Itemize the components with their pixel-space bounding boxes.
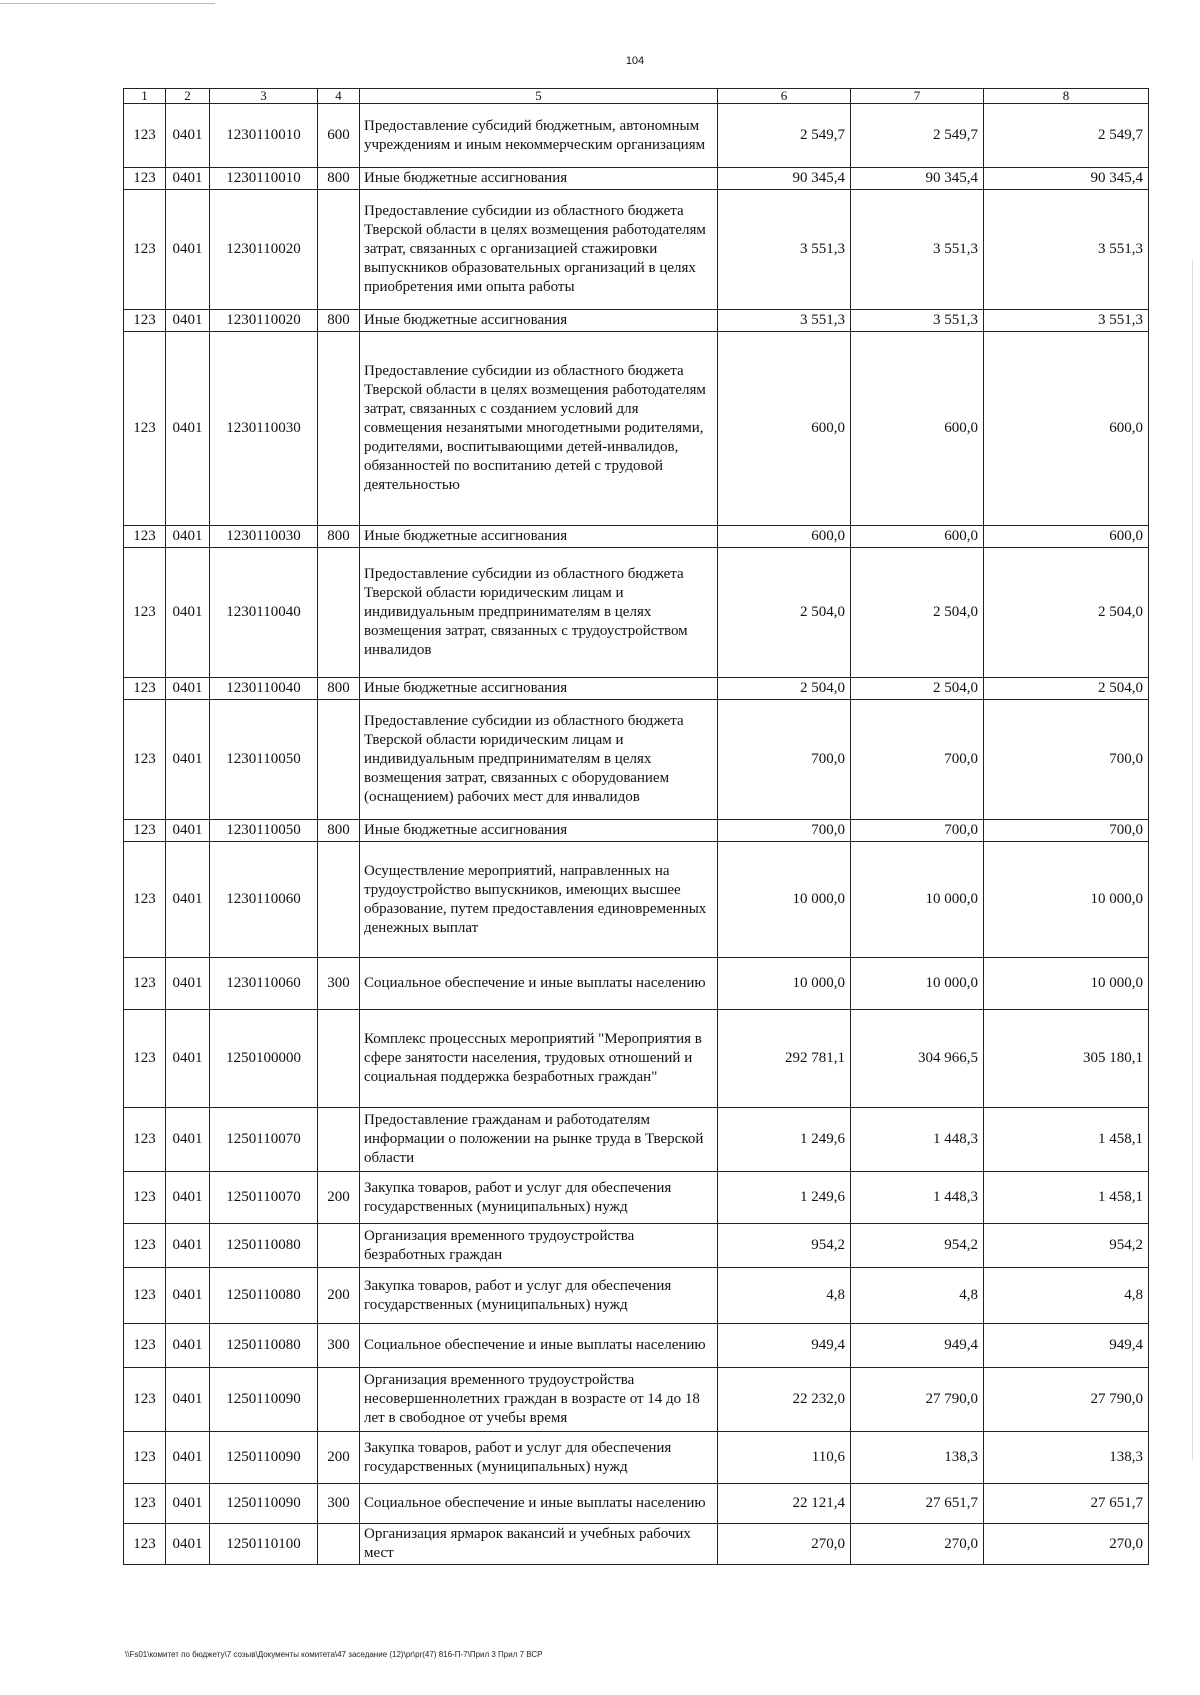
description-cell: Предоставление субсидии из областного бюджета Тверской области в целях возмещения работодателям затрат, связанных с созданием условий для совмещения незанятыми многодетными родителями, родителями, воспитывающими детей-инвалидов, обязанностей по воспитанию детей с трудовой деятельностью <box>360 332 718 526</box>
expense-type-cell <box>318 1010 360 1108</box>
amount-year-1-cell: 1 249,6 <box>718 1172 851 1224</box>
header-row <box>124 89 1149 104</box>
header-col-4: 4 <box>318 89 360 104</box>
kvsr-code-cell: 123 <box>124 1010 166 1108</box>
kvsr-code-cell: 123 <box>124 1108 166 1172</box>
table-row <box>124 1324 1149 1368</box>
description-cell: Закупка товаров, работ и услуг для обеспечения государственных (муниципальных) нужд <box>360 1432 718 1484</box>
description-cell: Организация временного трудоустройства безработных граждан <box>360 1224 718 1268</box>
expense-type-cell <box>318 548 360 678</box>
amount-year-3-cell: 2 504,0 <box>984 678 1149 700</box>
section-code-cell: 0401 <box>166 104 210 168</box>
amount-year-2-cell: 138,3 <box>851 1432 984 1484</box>
table-row <box>124 168 1149 190</box>
expense-type-cell: 300 <box>318 1484 360 1524</box>
kvsr-code-cell: 123 <box>124 1224 166 1268</box>
expense-type-cell <box>318 1224 360 1268</box>
budget-table <box>123 88 1149 1565</box>
amount-year-2-cell: 1 448,3 <box>851 1172 984 1224</box>
description-cell: Иные бюджетные ассигнования <box>360 678 718 700</box>
amount-year-1-cell: 954,2 <box>718 1224 851 1268</box>
description-cell: Социальное обеспечение и иные выплаты населению <box>360 958 718 1010</box>
section-code-cell: 0401 <box>166 700 210 820</box>
table-row <box>124 526 1149 548</box>
expense-type-cell <box>318 700 360 820</box>
amount-year-2-cell: 3 551,3 <box>851 190 984 310</box>
amount-year-1-cell: 270,0 <box>718 1524 851 1565</box>
target-article-cell: 1250110090 <box>210 1368 318 1432</box>
amount-year-1-cell: 600,0 <box>718 332 851 526</box>
expense-type-cell: 200 <box>318 1268 360 1324</box>
amount-year-3-cell: 949,4 <box>984 1324 1149 1368</box>
section-code-cell: 0401 <box>166 1224 210 1268</box>
description-cell: Иные бюджетные ассигнования <box>360 310 718 332</box>
table-row <box>124 820 1149 842</box>
table-row <box>124 1172 1149 1224</box>
header-col-3: 3 <box>210 89 318 104</box>
expense-type-cell <box>318 1524 360 1565</box>
table-body <box>124 104 1149 1565</box>
table-row <box>124 1368 1149 1432</box>
table-row <box>124 310 1149 332</box>
expense-type-cell: 600 <box>318 104 360 168</box>
table-row <box>124 842 1149 958</box>
table-row <box>124 1268 1149 1324</box>
section-code-cell: 0401 <box>166 1524 210 1565</box>
description-cell: Социальное обеспечение и иные выплаты населению <box>360 1484 718 1524</box>
description-cell: Закупка товаров, работ и услуг для обеспечения государственных (муниципальных) нужд <box>360 1268 718 1324</box>
amount-year-1-cell: 110,6 <box>718 1432 851 1484</box>
header-col-5: 5 <box>360 89 718 104</box>
table-row <box>124 678 1149 700</box>
description-cell: Комплекс процессных мероприятий "Мероприятия в сфере занятости населения, трудовых отношений и социальная поддержка безработных граждан" <box>360 1010 718 1108</box>
table-row <box>124 104 1149 168</box>
section-code-cell: 0401 <box>166 958 210 1010</box>
amount-year-2-cell: 10 000,0 <box>851 958 984 1010</box>
expense-type-cell: 300 <box>318 1324 360 1368</box>
target-article-cell: 1250110080 <box>210 1268 318 1324</box>
amount-year-3-cell: 600,0 <box>984 332 1149 526</box>
amount-year-3-cell: 138,3 <box>984 1432 1149 1484</box>
amount-year-2-cell: 4,8 <box>851 1268 984 1324</box>
description-cell: Предоставление гражданам и работодателям информации о положении на рынке труда в Тверской области <box>360 1108 718 1172</box>
table-row <box>124 1224 1149 1268</box>
description-cell: Предоставление субсидии из областного бюджета Тверской области юридическим лицам и индивидуальным предпринимателям в целях возмещения затрат, связанных с трудоустройством инвалидов <box>360 548 718 678</box>
header-col-1: 1 <box>124 89 166 104</box>
target-article-cell: 1250110080 <box>210 1324 318 1368</box>
expense-type-cell: 200 <box>318 1172 360 1224</box>
section-code-cell: 0401 <box>166 1368 210 1432</box>
section-code-cell: 0401 <box>166 548 210 678</box>
scan-edge-right <box>1192 260 1193 1460</box>
amount-year-3-cell: 2 549,7 <box>984 104 1149 168</box>
expense-type-cell <box>318 842 360 958</box>
expense-type-cell: 800 <box>318 168 360 190</box>
header-col-8: 8 <box>984 89 1149 104</box>
kvsr-code-cell: 123 <box>124 332 166 526</box>
kvsr-code-cell: 123 <box>124 548 166 678</box>
amount-year-2-cell: 304 966,5 <box>851 1010 984 1108</box>
target-article-cell: 1230110060 <box>210 958 318 1010</box>
table-row <box>124 1484 1149 1524</box>
expense-type-cell: 800 <box>318 310 360 332</box>
amount-year-3-cell: 1 458,1 <box>984 1108 1149 1172</box>
kvsr-code-cell: 123 <box>124 700 166 820</box>
header-col-6: 6 <box>718 89 851 104</box>
amount-year-2-cell: 1 448,3 <box>851 1108 984 1172</box>
amount-year-3-cell: 3 551,3 <box>984 310 1149 332</box>
scan-edge-top <box>0 3 215 4</box>
amount-year-2-cell: 270,0 <box>851 1524 984 1565</box>
target-article-cell: 1250110070 <box>210 1108 318 1172</box>
section-code-cell: 0401 <box>166 842 210 958</box>
kvsr-code-cell: 123 <box>124 168 166 190</box>
amount-year-1-cell: 1 249,6 <box>718 1108 851 1172</box>
amount-year-2-cell: 10 000,0 <box>851 842 984 958</box>
amount-year-2-cell: 2 504,0 <box>851 678 984 700</box>
description-cell: Осуществление мероприятий, направленных на трудоустройство выпускников, имеющих высшее образование, путем предоставления единовременных денежных выплат <box>360 842 718 958</box>
target-article-cell: 1230110050 <box>210 820 318 842</box>
amount-year-2-cell: 27 651,7 <box>851 1484 984 1524</box>
table-row <box>124 700 1149 820</box>
amount-year-1-cell: 2 504,0 <box>718 678 851 700</box>
table-row <box>124 1010 1149 1108</box>
amount-year-1-cell: 90 345,4 <box>718 168 851 190</box>
kvsr-code-cell: 123 <box>124 958 166 1010</box>
description-cell: Иные бюджетные ассигнования <box>360 526 718 548</box>
header-col-7: 7 <box>851 89 984 104</box>
amount-year-3-cell: 270,0 <box>984 1524 1149 1565</box>
amount-year-2-cell: 700,0 <box>851 700 984 820</box>
target-article-cell: 1230110060 <box>210 842 318 958</box>
kvsr-code-cell: 123 <box>124 1484 166 1524</box>
amount-year-3-cell: 3 551,3 <box>984 190 1149 310</box>
section-code-cell: 0401 <box>166 310 210 332</box>
expense-type-cell: 300 <box>318 958 360 1010</box>
amount-year-3-cell: 700,0 <box>984 820 1149 842</box>
description-cell: Организация ярмарок вакансий и учебных рабочих мест <box>360 1524 718 1565</box>
target-article-cell: 1250110080 <box>210 1224 318 1268</box>
target-article-cell: 1250110070 <box>210 1172 318 1224</box>
amount-year-3-cell: 700,0 <box>984 700 1149 820</box>
table-row <box>124 1108 1149 1172</box>
amount-year-1-cell: 3 551,3 <box>718 310 851 332</box>
amount-year-3-cell: 2 504,0 <box>984 548 1149 678</box>
amount-year-3-cell: 1 458,1 <box>984 1172 1149 1224</box>
amount-year-3-cell: 600,0 <box>984 526 1149 548</box>
target-article-cell: 1230110020 <box>210 310 318 332</box>
kvsr-code-cell: 123 <box>124 1268 166 1324</box>
section-code-cell: 0401 <box>166 1432 210 1484</box>
amount-year-3-cell: 10 000,0 <box>984 958 1149 1010</box>
amount-year-1-cell: 292 781,1 <box>718 1010 851 1108</box>
amount-year-1-cell: 949,4 <box>718 1324 851 1368</box>
target-article-cell: 1230110030 <box>210 526 318 548</box>
target-article-cell: 1250110090 <box>210 1432 318 1484</box>
table-row <box>124 332 1149 526</box>
table-row <box>124 958 1149 1010</box>
section-code-cell: 0401 <box>166 1268 210 1324</box>
amount-year-1-cell: 600,0 <box>718 526 851 548</box>
section-code-cell: 0401 <box>166 820 210 842</box>
amount-year-2-cell: 954,2 <box>851 1224 984 1268</box>
description-cell: Предоставление субсидии из областного бюджета Тверской области в целях возмещения работодателям затрат, связанных с организацией стажировки выпускников образовательных организаций в целях приобретения ими опыта работы <box>360 190 718 310</box>
amount-year-1-cell: 3 551,3 <box>718 190 851 310</box>
kvsr-code-cell: 123 <box>124 526 166 548</box>
amount-year-3-cell: 90 345,4 <box>984 168 1149 190</box>
kvsr-code-cell: 123 <box>124 820 166 842</box>
expense-type-cell: 800 <box>318 526 360 548</box>
section-code-cell: 0401 <box>166 168 210 190</box>
expense-type-cell <box>318 190 360 310</box>
kvsr-code-cell: 123 <box>124 678 166 700</box>
target-article-cell: 1230110040 <box>210 548 318 678</box>
expense-type-cell: 200 <box>318 1432 360 1484</box>
section-code-cell: 0401 <box>166 1324 210 1368</box>
amount-year-3-cell: 954,2 <box>984 1224 1149 1268</box>
amount-year-3-cell: 27 651,7 <box>984 1484 1149 1524</box>
budget-table-container <box>123 88 1148 1565</box>
section-code-cell: 0401 <box>166 332 210 526</box>
target-article-cell: 1230110050 <box>210 700 318 820</box>
amount-year-2-cell: 600,0 <box>851 526 984 548</box>
expense-type-cell: 800 <box>318 678 360 700</box>
amount-year-1-cell: 700,0 <box>718 700 851 820</box>
amount-year-3-cell: 27 790,0 <box>984 1368 1149 1432</box>
amount-year-1-cell: 2 549,7 <box>718 104 851 168</box>
target-article-cell: 1250110100 <box>210 1524 318 1565</box>
kvsr-code-cell: 123 <box>124 1324 166 1368</box>
table-row <box>124 548 1149 678</box>
amount-year-2-cell: 2 504,0 <box>851 548 984 678</box>
page-number: 104 <box>625 55 645 67</box>
description-cell: Предоставление субсидии из областного бюджета Тверской области юридическим лицам и индивидуальным предпринимателям в целях возмещения затрат, связанных с оборудованием (оснащением) рабочих мест для инвалидов <box>360 700 718 820</box>
kvsr-code-cell: 123 <box>124 1368 166 1432</box>
target-article-cell: 1230110020 <box>210 190 318 310</box>
table-row <box>124 1524 1149 1565</box>
target-article-cell: 1230110010 <box>210 168 318 190</box>
amount-year-2-cell: 90 345,4 <box>851 168 984 190</box>
amount-year-2-cell: 2 549,7 <box>851 104 984 168</box>
amount-year-1-cell: 10 000,0 <box>718 842 851 958</box>
section-code-cell: 0401 <box>166 1172 210 1224</box>
kvsr-code-cell: 123 <box>124 842 166 958</box>
section-code-cell: 0401 <box>166 678 210 700</box>
amount-year-3-cell: 305 180,1 <box>984 1010 1149 1108</box>
section-code-cell: 0401 <box>166 526 210 548</box>
amount-year-3-cell: 10 000,0 <box>984 842 1149 958</box>
amount-year-2-cell: 27 790,0 <box>851 1368 984 1432</box>
amount-year-2-cell: 3 551,3 <box>851 310 984 332</box>
kvsr-code-cell: 123 <box>124 310 166 332</box>
amount-year-3-cell: 4,8 <box>984 1268 1149 1324</box>
section-code-cell: 0401 <box>166 1108 210 1172</box>
amount-year-2-cell: 949,4 <box>851 1324 984 1368</box>
section-code-cell: 0401 <box>166 1010 210 1108</box>
amount-year-1-cell: 4,8 <box>718 1268 851 1324</box>
expense-type-cell <box>318 332 360 526</box>
expense-type-cell <box>318 1368 360 1432</box>
description-cell: Закупка товаров, работ и услуг для обеспечения государственных (муниципальных) нужд <box>360 1172 718 1224</box>
target-article-cell: 1250100000 <box>210 1010 318 1108</box>
amount-year-1-cell: 10 000,0 <box>718 958 851 1010</box>
amount-year-1-cell: 22 232,0 <box>718 1368 851 1432</box>
description-cell: Иные бюджетные ассигнования <box>360 168 718 190</box>
section-code-cell: 0401 <box>166 190 210 310</box>
description-cell: Организация временного трудоустройства несовершеннолетних граждан в возрасте от 14 до 18 лет в свободное от учебы время <box>360 1368 718 1432</box>
table-row <box>124 1432 1149 1484</box>
table-row <box>124 190 1149 310</box>
description-cell: Иные бюджетные ассигнования <box>360 820 718 842</box>
description-cell: Предоставление субсидий бюджетным, автономным учреждениям и иным некоммерческим организациям <box>360 104 718 168</box>
amount-year-2-cell: 600,0 <box>851 332 984 526</box>
kvsr-code-cell: 123 <box>124 1432 166 1484</box>
kvsr-code-cell: 123 <box>124 104 166 168</box>
target-article-cell: 1230110030 <box>210 332 318 526</box>
expense-type-cell <box>318 1108 360 1172</box>
file-path-footer: \\Fs01\комитет по бюджету\7 созыв\Документы комитета\47 заседание (12)\pr\pr(47) 816-П-7\Прил 3 Прил 7 ВСР <box>125 1650 543 1659</box>
kvsr-code-cell: 123 <box>124 1172 166 1224</box>
expense-type-cell: 800 <box>318 820 360 842</box>
target-article-cell: 1230110010 <box>210 104 318 168</box>
target-article-cell: 1250110090 <box>210 1484 318 1524</box>
target-article-cell: 1230110040 <box>210 678 318 700</box>
kvsr-code-cell: 123 <box>124 1524 166 1565</box>
section-code-cell: 0401 <box>166 1484 210 1524</box>
header-col-2: 2 <box>166 89 210 104</box>
amount-year-1-cell: 22 121,4 <box>718 1484 851 1524</box>
amount-year-1-cell: 2 504,0 <box>718 548 851 678</box>
amount-year-2-cell: 700,0 <box>851 820 984 842</box>
kvsr-code-cell: 123 <box>124 190 166 310</box>
amount-year-1-cell: 700,0 <box>718 820 851 842</box>
description-cell: Социальное обеспечение и иные выплаты населению <box>360 1324 718 1368</box>
